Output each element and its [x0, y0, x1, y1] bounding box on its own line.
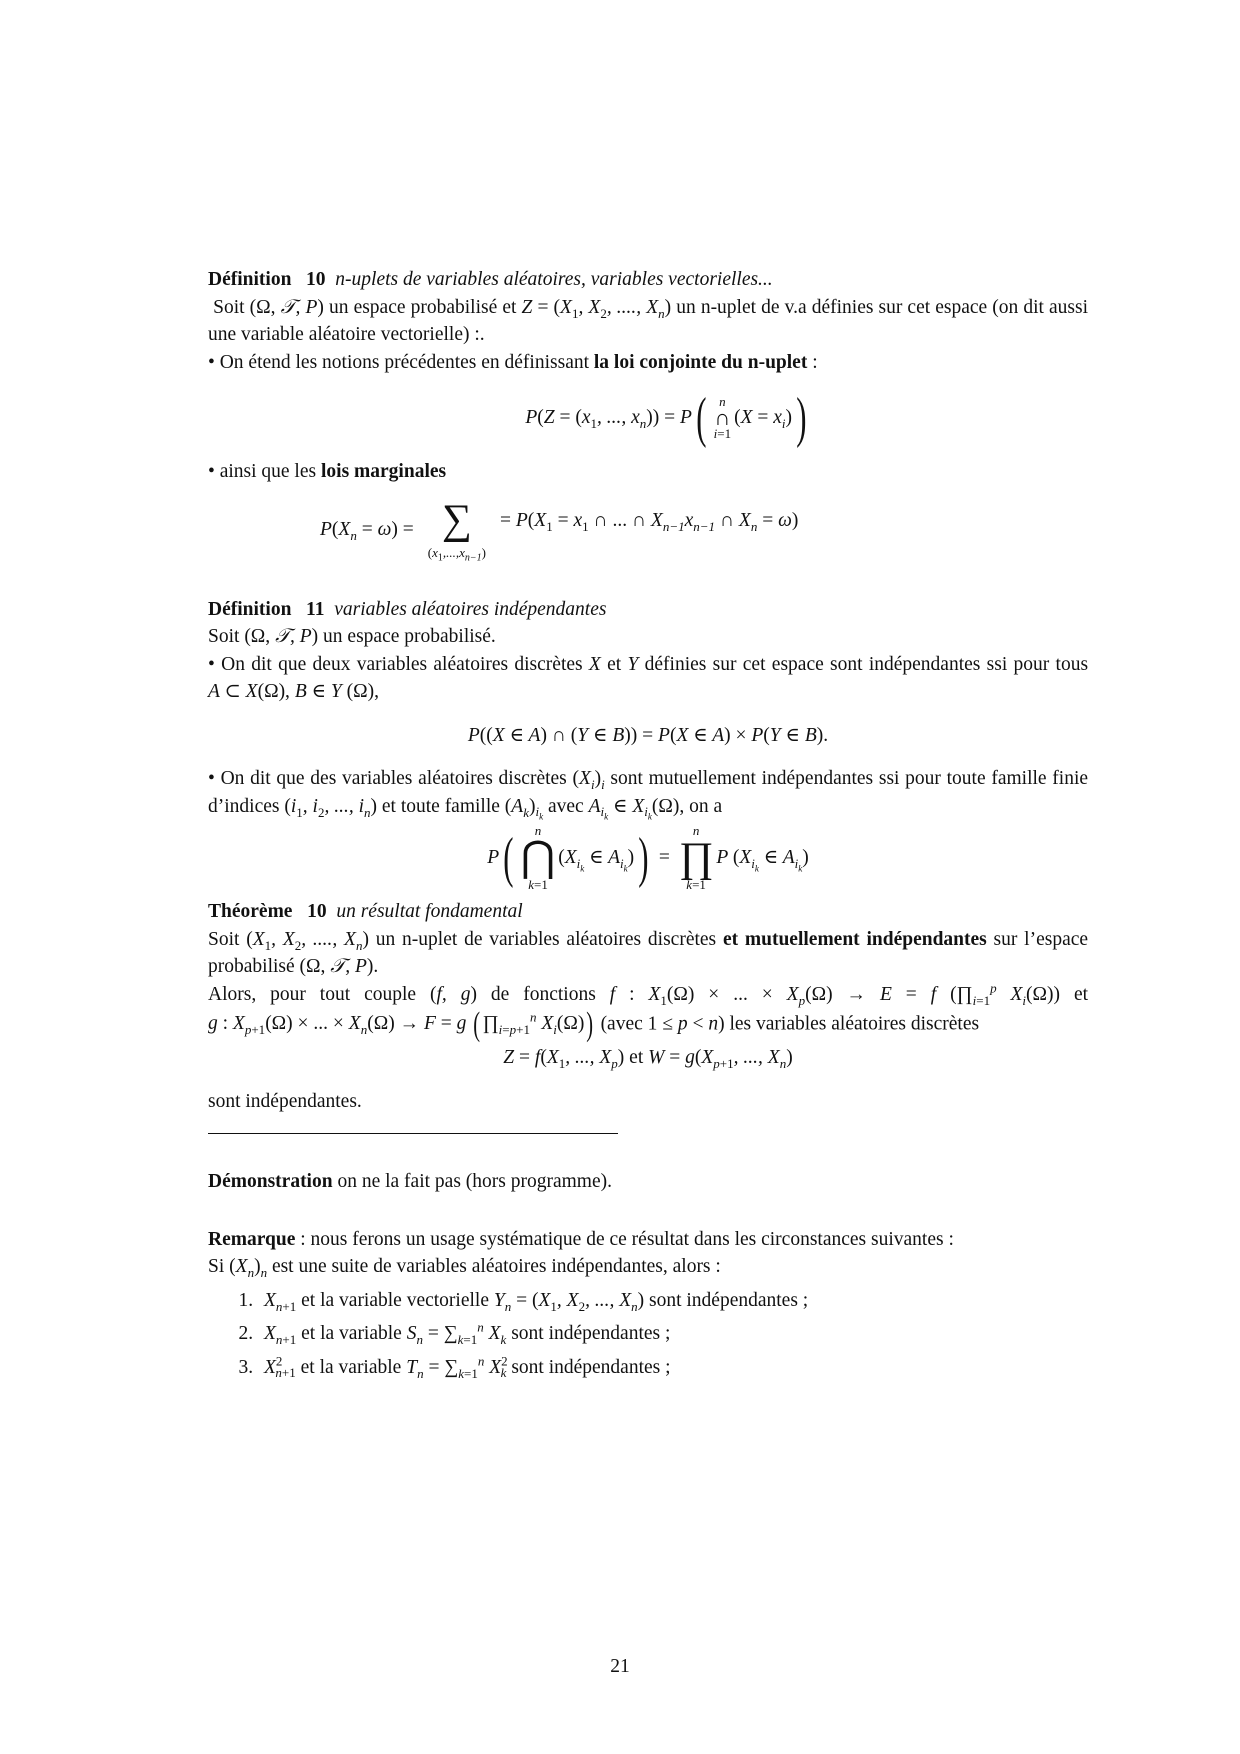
page-content [208, 266, 1088, 1387]
demonstration [208, 1168, 1088, 1196]
bullet-icon: • [208, 461, 215, 482]
text-suite: est une suite de variables aléatoires indépendantes, alors : [271, 1256, 721, 1277]
text-b1-b: définies sur cet espace sont indépendantes ssi pour tous [644, 653, 1089, 675]
text-b1-a: On dit que deux variables aléatoires discrètes [221, 653, 583, 675]
text-b2-b: sont mutuellement indépendantes ssi pour toute famille finie d’indices [208, 768, 1089, 817]
bullet-icon: • [208, 351, 215, 373]
text-l1-c: sur l’espace probabilisé [208, 928, 1089, 977]
equation-marginal-law: $P(X_n = \omega)$ = ∑ $(x_1,...,x_{n-1})$ = $P(X_1 = x_1$ ∩ ... ∩ $X_{n-1}x_{n-1}$ ∩ $X_n = \omega$) [320, 496, 799, 564]
definition-10-bullet-1 [208, 349, 1088, 377]
text-alors: Alors, pour tout couple [208, 983, 417, 1005]
equation-z-w: $Z = f(X_1$, ..., $X_p$) et $W = g(X_{p+1}$, ..., $X_n$) [208, 1044, 1088, 1072]
definition-11-heading [208, 596, 1088, 624]
text-bullet1-b: la loi conjointe du n-uplet [593, 351, 808, 373]
text-soit: Soit [213, 296, 245, 318]
list-item-text-a: et la variable [300, 1356, 402, 1378]
definition-11-bullet-1: • On dit que deux variables aléatoires discrètes X et Y définies sur cet espace sont indépendantes ssi pour tous A ⊂ X(Ω), B ∈ Y (Ω), [208, 653, 1089, 702]
bullet-icon: • [208, 768, 215, 789]
text-si: Si [208, 1256, 225, 1277]
list-item-text-b: sont indépendantes ; [649, 1289, 809, 1311]
text-soit: Soit [208, 626, 240, 647]
text-space: un espace probabilisé. [323, 626, 496, 647]
remark-text: : nous ferons un usage systématique de ce résultat dans les circonstances suivantes : [300, 1228, 954, 1250]
demonstration-label: Démonstration [208, 1171, 333, 1192]
text-bullet2-a: ainsi que les [219, 461, 317, 482]
equation-joint-law: $P(Z = (x_1$, ..., $x_n)) = P$ ( n ∩ i=1 $(X = x_i)$ ) [525, 387, 807, 449]
list-item: 2. $X_{n+1}$ et la variable $S_n = \sum_{k=1}^n$ $X_k$ sont indépendantes ; [258, 1320, 1088, 1348]
theorem-10-heading [208, 898, 1088, 926]
definition-number: 10 [306, 269, 326, 290]
demonstration-text: on ne la fait pas (hors programme). [337, 1171, 612, 1192]
text-fonctions: de fonctions [490, 983, 596, 1005]
list-item-text-b: sont indépendantes ; [511, 1356, 671, 1378]
text-b1-et: et [607, 653, 622, 675]
remark [208, 1226, 1088, 1254]
text-space-prob: un espace probabilisé et [328, 296, 517, 318]
definition-label: Définition [208, 598, 292, 620]
text-avec: (avec [600, 1013, 643, 1035]
text-nuplet: un n-uplet de v.a définies sur cet espace (on dit aussi une variable aléatoire vectorielle) :. [208, 296, 1089, 345]
text-et2: et [629, 1047, 644, 1068]
text-b2-avec: avec [548, 795, 584, 817]
theorem-label: Théorème [208, 901, 293, 922]
text-bullet1-a: On étend les notions précédentes en définissant [219, 351, 590, 373]
equation-mutual-independence: P ( n ⋂ k=1 ($X_{i_k}$ ∈ $A_{i_k}$) ) = n ∏ k=1 P ($X_{i_k}$ ∈ $A_{i_k}$) [487, 823, 809, 892]
text-sont: sont indépendantes. [208, 1090, 362, 1112]
math-space: (Ω, 𝒯, P) [249, 296, 324, 318]
page-number: 21 [610, 1656, 630, 1677]
definition-10-bullet-2 [208, 458, 1088, 486]
text-soit: Soit [208, 928, 240, 950]
text-bullet1-c: : [812, 351, 818, 373]
remark-label: Remarque [208, 1228, 296, 1250]
text-b2-ona: , on a [679, 795, 723, 817]
remark-suite: Si $(X_n)_n$ est une suite de variables aléatoires indépendantes, alors : [208, 1256, 721, 1280]
list-item: 3. $X^2_{n+1}$ et la variable $T_n = \sum_{k=1}^n$ $X^2_k$ sont indépendantes ; [258, 1354, 1088, 1382]
theorem-10-conclusion [208, 1088, 1088, 1116]
equation-independence: P((X ∈ A) ∩ (Y ∈ B)) = P(X ∈ A) × P(Y ∈ B). [467, 724, 829, 746]
list-item-text-a: et la variable [301, 1323, 402, 1344]
theorem-number: 10 [307, 901, 327, 922]
theorem-title: un résultat fondamental [336, 901, 523, 922]
text-les-var: ) les variables aléatoires discrètes [718, 1013, 980, 1035]
definition-11-bullet-2: • On dit que des variables aléatoires discrètes $(X_i)_i$ sont mutuellement indépendantes ssi pour toute famille finie d’indices ($i_1$, $i_2$, ..., $i_n$) et toute famille $(A_k)_{i_k}$ avec $A_{i_k}$ ∈ $X_{i_k}(\Omega)$, on a [208, 768, 1089, 822]
list-item-text-b: sont indépendantes ; [511, 1323, 671, 1344]
theorem-10-body-2: Alors, pour tout couple (f, g) de fonctions f : $X_1(\Omega)$ × ... × $X_p(\Omega) \to E = f$ ($\prod_{i=1}^p$ $X_i(\Omega)$) et g : $X_{p+1}(\Omega)$ × ... × $X_n(\Omega) \to F = g$ ( $\prod_{i=p+1}^n$ $X_i(\Omega)$) (avec 1 ≤ p < n) les variables aléatoires discrètes [208, 980, 1089, 1043]
definition-10-body [208, 294, 1088, 349]
definition-title: n-uplets de variables aléatoires, variables vectorielles... [335, 269, 773, 290]
remark-list [208, 1287, 1088, 1382]
definition-10-heading [208, 266, 1088, 294]
definition-11-soit: Soit (Ω, 𝒯, P) un espace probabilisé. [208, 626, 496, 647]
list-item: 1. $X_{n+1}$ et la variable vectorielle $Y_n = (X_1$, $X_2$, ..., $X_n$) sont indépendantes ; [258, 1287, 1088, 1315]
list-item-text-a: et la variable vectorielle [301, 1289, 489, 1311]
theorem-10-body-1: Soit ($X_1$, $X_2$, ...., $X_n$) un n-uplet de variables aléatoires discrètes et mutuellement indépendantes sur l’espace probabilisé (Ω, 𝒯, P). [208, 928, 1089, 977]
text-bullet2-b: lois marginales [320, 461, 447, 482]
definition-number: 11 [306, 598, 325, 620]
text-l1-a: un n-uplet de variables aléatoires discrètes [375, 928, 717, 950]
math-z-def: $Z = (X_1$, $X_2$, ...., $X_n$) [521, 296, 672, 321]
text-et: et [1073, 983, 1089, 1005]
text-l1-b: et mutuellement indépendantes [722, 928, 987, 950]
definition-title: variables aléatoires indépendantes [334, 598, 607, 620]
text-b2-a: On dit que des variables aléatoires discrètes [220, 768, 567, 789]
text-b2-c: et toute famille [381, 795, 500, 817]
definition-label: Définition [208, 269, 292, 290]
bullet-icon: • [208, 653, 215, 675]
